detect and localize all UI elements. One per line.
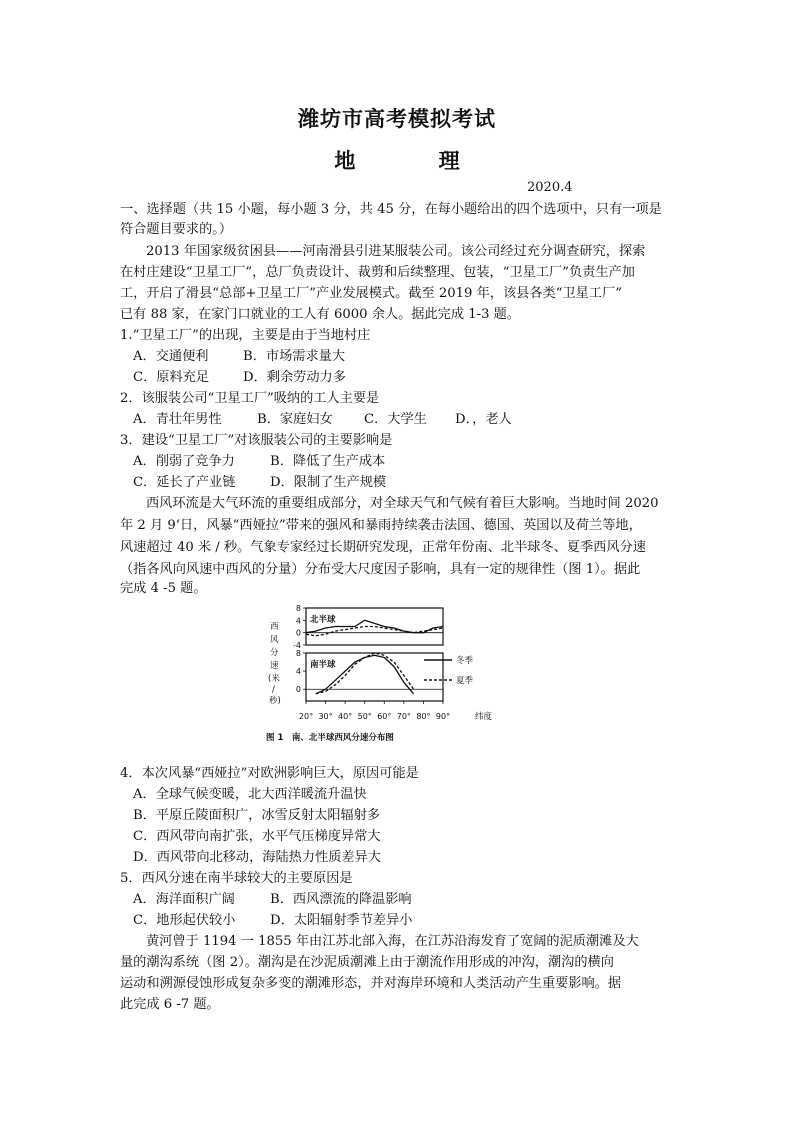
section-heading: 一、选择题（共 15 小题，每小题 3 分，共 45 分，在每小题给出的四个选项中，只有一项是	[120, 202, 662, 217]
q1-option-d[interactable]: D．剩余劳动力多	[243, 370, 346, 385]
x-axis-label: 纬度	[475, 712, 493, 722]
passage1-line: 2013 年国家级贫困县——河南滑县引进某服装公司。该公司经过充分调查研究，探索	[146, 244, 646, 259]
q2-option-d[interactable]: D．，老人	[455, 412, 512, 427]
passage2-line: （指各风向风速中西风的分量）分布受大尺度因子影响，具有一定的规律性（图 1）。据此	[120, 562, 641, 577]
question-3-stem: 3．建设“卫星工厂”对该服装公司的主要影响是	[120, 433, 393, 448]
q5-option-d[interactable]: D．太阳辐射季节差异小	[270, 913, 413, 928]
legend-summer-label: 夏季	[456, 676, 474, 686]
ylabel-char: 速	[270, 661, 279, 671]
south-hemisphere-label: 南半球	[310, 660, 336, 670]
question-2-stem: 2．该服装公司“卫星工厂”吸纳的工人主要是	[120, 391, 380, 406]
x-tick-label: 30°	[318, 712, 333, 721]
q3-option-d[interactable]: D．限制了生产规模	[270, 475, 387, 490]
passage1-line: 在村庄建设“卫星工厂”，总厂负责设计、裁剪和后续整理、包装，“卫星工厂”负责生产加	[120, 265, 635, 280]
ylabel-char: 秒)	[269, 696, 281, 706]
x-tick-label: 50°	[357, 712, 372, 721]
exam-date: 2020.4	[527, 180, 573, 195]
passage2-line: 年 2 月 9‘日，风暴“西娅拉”带来的强风和暴雨持续袭击法国、德国、英国以及荷兰等地，	[120, 518, 642, 533]
q2-option-b[interactable]: B．家庭妇女	[257, 412, 333, 427]
x-tick-label: 80°	[416, 712, 431, 721]
question-4-stem: 4．本次风暴“西娅拉”对欧洲影响巨大，原因可能是	[120, 766, 419, 781]
q1-option-c[interactable]: C．原料充足	[133, 370, 210, 385]
ylabel-char: (米	[268, 674, 280, 684]
north-panel-frame	[306, 608, 443, 645]
q2-option-a[interactable]: A．青壮年男性	[133, 412, 222, 427]
q4-option-b[interactable]: B．平原丘陵面积广，冰雪反射太阳辐射多	[133, 808, 381, 823]
passage3-line: 量的潮沟系统（图 2）。潮沟是在沙泥质潮滩上由于潮流作用形成的冲沟，潮沟的横向	[120, 955, 614, 970]
q3-option-a[interactable]: A．削弱了竞争力	[133, 454, 235, 469]
ylabel-char: 风	[270, 635, 279, 645]
north-y-tick-label: 8	[295, 604, 301, 613]
passage3-line: 黄河曾于 1194 一 1855 年由江苏北部入海，在江苏沿海发育了宽阔的泥质潮滩及大	[146, 934, 639, 949]
q2-option-c[interactable]: C．大学生	[364, 412, 427, 427]
ylabel-char: /	[272, 685, 275, 695]
x-tick-label: 90°	[435, 712, 451, 721]
ylabel-char: 西	[270, 622, 279, 632]
passage3-line: 此完成 6 -7 题。	[120, 997, 220, 1012]
north-y-tick-label: 0	[295, 628, 301, 638]
subject-title: 地 理	[334, 148, 498, 173]
question-5-stem: 5．西风分速在南半球较大的主要原因是	[120, 871, 353, 886]
q3-option-c[interactable]: C．延长了产业链	[133, 475, 236, 490]
passage2-line: 完成 4 -5 题。	[120, 581, 207, 596]
westerly-wind-chart	[266, 602, 506, 748]
legend-winter-label: 冬季	[456, 656, 474, 666]
q5-option-b[interactable]: B．西风漂流的降温影响	[270, 892, 412, 907]
section-heading-cont: 符合题目要求的。）	[120, 222, 233, 237]
x-tick-label: 70°	[396, 712, 411, 721]
q4-option-c[interactable]: C．西风带向南扩张，水平气压梯度异常大	[133, 829, 381, 844]
x-tick-label: 60°	[377, 712, 392, 721]
q4-option-d[interactable]: D．西风带向北移动，海陆热力性质差异大	[133, 850, 381, 865]
passage1-line: 已有 88 家，在家门口就业的工人有 6000 余人。据此完成 1-3 题。	[120, 307, 521, 322]
exam-title: 潍坊市高考模拟考试	[298, 106, 496, 131]
south-y-tick-label: 4	[295, 667, 301, 677]
passage1-line: 工，开启了滑县“总部+卫星工厂”产业发展模式。截至 2019 年，该县各类“卫星工厂”	[120, 286, 622, 301]
ylabel-char: 分	[270, 648, 279, 658]
passage2-line: 西风环流是大气环流的重要组成部分，对全球天气和气候有着巨大影响。当地时间 2020	[146, 496, 659, 511]
q5-option-c[interactable]: C．地形起伏较小	[133, 913, 236, 928]
q4-option-a[interactable]: A．全球气候变暖，北大西洋暖流升温快	[133, 787, 367, 802]
south-y-tick-label: 8	[295, 649, 301, 658]
north-y-tick-label: 4	[295, 616, 301, 626]
north-y-tick-label: -4	[293, 641, 301, 650]
q3-option-b[interactable]: B．降低了生产成本	[270, 454, 386, 469]
x-tick-label: 20°	[298, 712, 314, 721]
figure-caption: 图 1 南、北半球西风分速分布图	[266, 733, 394, 743]
figure-westerly-wind	[266, 602, 506, 748]
north-hemisphere-label: 北半球	[310, 615, 336, 625]
question-1-stem: 1.“卫星工厂”的出现，主要是由于当地村庄	[120, 328, 371, 343]
passage2-line: 风速超过 40 米 / 秒。气象专家经过长期研究发现，正常年份南、北半球冬、夏季西风分速	[120, 540, 646, 555]
q1-option-b[interactable]: B．市场需求量大	[243, 349, 346, 364]
south-y-tick-label: 0	[295, 685, 301, 695]
q5-option-a[interactable]: A．海洋面积广阔	[133, 892, 235, 907]
passage3-line: 运动和溯源侵蚀形成复杂多变的潮滩形态，并对海岸环境和人类活动产生重要影响。据	[120, 976, 622, 991]
x-tick-label: 40°	[338, 712, 353, 721]
q1-option-a[interactable]: A．交通便利	[133, 349, 209, 364]
